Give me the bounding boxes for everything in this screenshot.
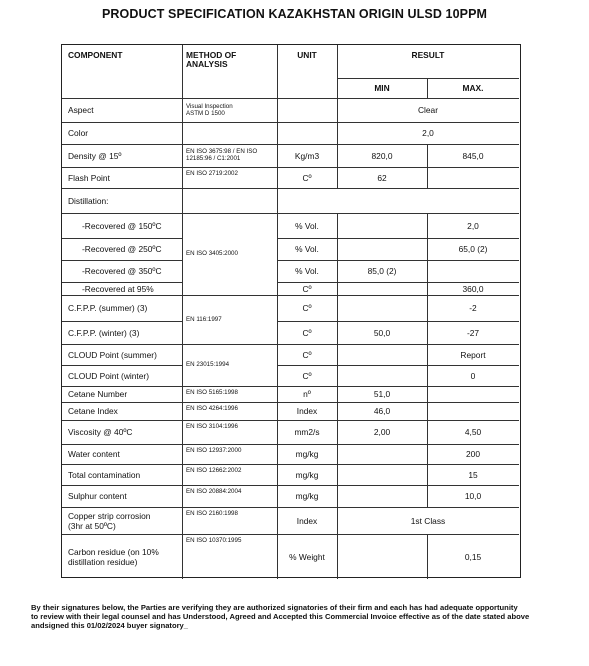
table-row-line	[62, 144, 519, 145]
method-cell: EN ISO 4264:1996	[186, 405, 238, 412]
row-divider	[182, 98, 183, 122]
method-cell: EN ISO 2160:1998	[186, 510, 238, 517]
min-cell: 50,0	[373, 327, 391, 338]
table-row-line	[62, 485, 519, 486]
result-cell: 1st Class	[410, 515, 446, 526]
header-unit: UNIT	[297, 50, 317, 60]
header-bottom-line	[62, 98, 519, 99]
table-row-line	[62, 213, 519, 214]
min-cell: 62	[377, 172, 387, 183]
max-cell: 10,0	[464, 491, 482, 501]
row-divider	[277, 98, 278, 122]
component-cell: Water content	[68, 449, 120, 459]
row-divider	[337, 365, 338, 386]
component-cell: Aspect	[68, 105, 94, 115]
result-subheader-line	[337, 78, 519, 79]
unit-cell: % Vol.	[295, 220, 319, 231]
max-cell: 0	[470, 370, 476, 381]
row-divider	[337, 444, 338, 464]
component-cell: -Recovered @ 250ºC	[82, 244, 162, 254]
min-cell: 85,0 (2)	[367, 266, 397, 276]
max-cell: 360,0	[462, 283, 484, 294]
table-row-line	[62, 122, 519, 123]
unit-cell: Cº	[302, 327, 312, 338]
header-max: MAX.	[462, 83, 484, 93]
table-row-line	[62, 507, 519, 508]
unit-cell: Index	[296, 406, 318, 416]
table-row-line	[62, 188, 519, 189]
table-row-line	[277, 321, 519, 322]
row-divider	[182, 402, 183, 420]
row-divider	[182, 144, 183, 167]
component-cell: -Recovered @ 150ºC	[82, 220, 162, 231]
row-divider	[337, 534, 338, 579]
method-cell: EN 23015:1994	[186, 361, 230, 368]
max-cell: 4,50	[464, 427, 482, 437]
row-divider	[182, 485, 183, 507]
min-cell: 2,00	[373, 427, 391, 437]
unit-cell: Cº	[302, 303, 312, 313]
row-divider	[182, 534, 183, 579]
statement-line-2: to review with their legal counsel and has Understood, Agreed and Accepted this Commercial Invoice effective as of the date stated above	[31, 612, 530, 622]
component-cell: Cetane Index	[68, 406, 118, 416]
row-divider	[337, 485, 338, 507]
row-divider	[182, 295, 183, 321]
unit-cell: mg/kg	[295, 491, 319, 501]
method-cell: Visual Inspection	[186, 102, 233, 110]
row-divider	[337, 282, 338, 295]
header-method-line-2: ANALYSIS	[186, 59, 228, 69]
component-cell: C.F.P.P. (summer) (3)	[68, 303, 148, 313]
unit-cell: Cº	[302, 370, 312, 381]
component-cell: Carbon residue (on 10%	[68, 546, 159, 557]
component-cell: C.F.P.P. (winter) (3)	[68, 327, 140, 338]
max-cell: 65,0 (2)	[458, 244, 488, 254]
unit-cell: Index	[296, 515, 318, 526]
component-cell: CLOUD Point (winter)	[68, 370, 149, 381]
component-cell: -Recovered at 95%	[82, 283, 154, 294]
row-divider	[277, 122, 278, 144]
component-cell: Distillation:	[68, 195, 109, 206]
statement-line-3: andsigned this 01/02/2024 buyer signatory_	[31, 621, 188, 631]
row-divider	[182, 365, 183, 386]
row-divider	[427, 260, 428, 282]
unit-cell: mg/kg	[295, 469, 319, 480]
header-divider	[182, 45, 183, 98]
component-cell: Total contamination	[68, 469, 141, 480]
unit-cell: % Vol.	[295, 266, 319, 276]
unit-cell: Kg/m3	[294, 150, 320, 161]
table-row-line	[62, 534, 519, 535]
max-cell: Report	[460, 349, 486, 360]
max-cell: 0,15	[464, 551, 482, 562]
max-cell: -2	[469, 303, 477, 313]
method-cell: EN ISO 12662:2002	[186, 467, 242, 474]
table-row-line	[62, 444, 519, 445]
method-cell: EN ISO 10370:1995	[186, 537, 242, 544]
header-min: MIN	[374, 83, 390, 93]
row-divider	[182, 213, 183, 238]
method-cell: EN 116:1997	[186, 315, 222, 323]
method-cell: EN ISO 3405:2000	[186, 250, 238, 257]
table-row-line	[62, 321, 182, 322]
row-divider	[182, 122, 183, 144]
method-cell: EN ISO 20884:2004	[186, 488, 242, 495]
row-divider	[337, 213, 338, 238]
table-row-line	[62, 167, 519, 168]
table-row-line	[62, 420, 519, 421]
table-row-line	[62, 464, 519, 465]
component-cell: Cetane Number	[68, 389, 128, 399]
method-cell: EN ISO 3104:1996	[186, 423, 238, 430]
header-result: RESULT	[411, 50, 445, 60]
unit-cell: nº	[303, 389, 311, 399]
component-cell: -Recovered @ 350ºC	[82, 266, 162, 276]
row-divider	[182, 464, 183, 485]
table-row-line	[62, 344, 519, 345]
unit-cell: mg/kg	[295, 449, 319, 459]
row-divider	[337, 344, 338, 365]
unit-cell: % Weight	[289, 551, 325, 562]
statement-line-1: By their signatures below, the Parties are verifying they are authorized signatories of their firm and each has had adequate opportunity	[31, 603, 518, 612]
method-cell: EN ISO 3675:98 / EN ISO	[186, 148, 258, 155]
table-row-line	[62, 365, 182, 366]
table-row-line	[277, 365, 519, 366]
row-divider	[182, 444, 183, 464]
max-cell: -27	[466, 327, 480, 338]
result-cell: 2,0	[422, 128, 434, 138]
component-cell: CLOUD Point (summer)	[68, 349, 157, 360]
method-cell: EN ISO 5165:1998	[186, 389, 238, 396]
unit-cell: Cº	[302, 172, 312, 183]
component-cell-line-2: (3hr at 50ºC)	[68, 520, 116, 531]
table-row-line	[277, 238, 519, 239]
specification-table	[61, 44, 521, 578]
unit-cell: Cº	[302, 349, 312, 360]
min-cell: 51,0	[373, 389, 391, 399]
table-row-line	[62, 295, 519, 296]
method-cell: EN ISO 2719:2002	[186, 170, 238, 177]
row-divider	[427, 167, 428, 188]
max-cell: 15	[468, 469, 478, 480]
row-divider	[277, 188, 278, 213]
row-divider	[182, 344, 183, 365]
table-row-line	[62, 238, 182, 239]
method-cell: EN ISO 12937:2000	[186, 447, 242, 454]
row-divider	[182, 321, 183, 344]
header-method: METHOD OF	[186, 50, 237, 60]
table-row-line	[62, 260, 182, 261]
component-cell: Color	[68, 128, 89, 138]
max-cell: 845,0	[462, 150, 484, 161]
row-divider	[337, 295, 338, 321]
component-cell-line-2: distillation residue)	[68, 556, 138, 567]
signature-statement	[31, 603, 571, 631]
unit-cell: Cº	[302, 283, 312, 294]
unit-cell: % Vol.	[295, 244, 319, 254]
method-cell-line-2: 12185:96 / C1:2001	[186, 155, 241, 163]
page-title: PRODUCT SPECIFICATION KAZAKHSTAN ORIGIN ULSD 10PPM	[101, 7, 488, 21]
result-cell: Clear	[417, 105, 438, 115]
row-divider	[182, 282, 183, 295]
table-row-line	[62, 386, 519, 387]
row-divider	[337, 464, 338, 485]
row-divider	[182, 260, 183, 282]
min-cell: 820,0	[371, 150, 393, 161]
row-divider	[182, 386, 183, 402]
method-cell-line-2: ASTM D 1500	[186, 109, 225, 117]
max-cell: 200	[466, 449, 480, 459]
component-cell: Copper strip corrosion	[68, 510, 151, 521]
component-cell: Density @ 15º	[68, 150, 122, 161]
row-divider	[427, 402, 428, 420]
row-divider	[427, 386, 428, 402]
component-cell: Sulphur content	[68, 491, 127, 501]
min-cell: 46,0	[373, 406, 391, 416]
row-divider	[182, 167, 183, 188]
table-row-line	[62, 402, 519, 403]
unit-cell: mm2/s	[294, 427, 320, 437]
component-cell: Viscosity @ 40ºC	[68, 427, 133, 437]
row-divider	[182, 238, 183, 260]
max-cell: 2,0	[467, 220, 479, 231]
row-divider	[182, 507, 183, 534]
table-row-line	[277, 260, 519, 261]
row-divider	[182, 420, 183, 444]
header-component: COMPONENT	[68, 50, 123, 60]
component-cell: Flash Point	[68, 172, 110, 183]
row-divider	[337, 238, 338, 260]
row-divider	[182, 188, 183, 213]
